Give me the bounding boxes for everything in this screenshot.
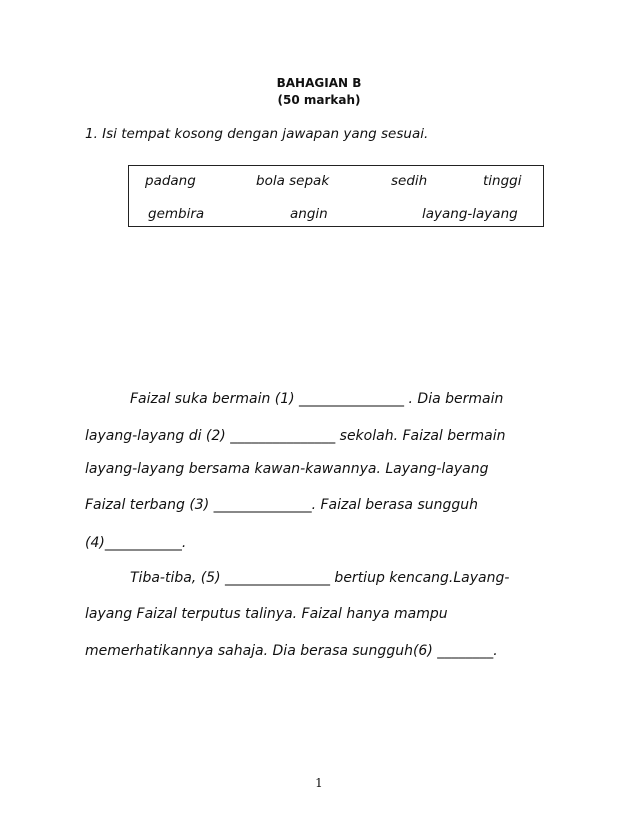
passage-line: Faizal terbang (3) ______________. Faizal berasa sungguh	[85, 497, 479, 513]
word-option: angin	[290, 206, 328, 222]
passage-line: layang-layang di (2) _______________ sekolah. Faizal bermain	[85, 428, 506, 444]
word-option: gembira	[148, 206, 205, 222]
passage-line: (4)___________.	[85, 535, 187, 551]
page-number: 1	[315, 776, 323, 790]
passage-line: layang Faizal terputus talinya. Faizal hanya mampu	[85, 606, 448, 622]
passage-line: layang-layang bersama kawan-kawannya. Layang-layang	[85, 461, 489, 477]
section-marks: (50 markah)	[277, 93, 361, 107]
word-option: sedih	[391, 173, 428, 189]
word-option: padang	[145, 173, 196, 189]
question-instruction: 1. Isi tempat kosong dengan jawapan yang sesuai.	[85, 126, 429, 142]
word-option: layang-layang	[422, 206, 518, 222]
section-title: BAHAGIAN B	[276, 76, 362, 90]
word-option: bola sepak	[256, 173, 330, 189]
passage-line: Faizal suka bermain (1) _______________ . Dia bermain	[130, 391, 504, 407]
word-bank-box	[128, 165, 544, 227]
passage-line: memerhatikannya sahaja. Dia berasa sungguh(6) ________.	[85, 643, 498, 659]
passage-line: Tiba-tiba, (5) _______________ bertiup kencang.Layang-	[130, 570, 510, 586]
word-option: tinggi	[483, 173, 522, 189]
